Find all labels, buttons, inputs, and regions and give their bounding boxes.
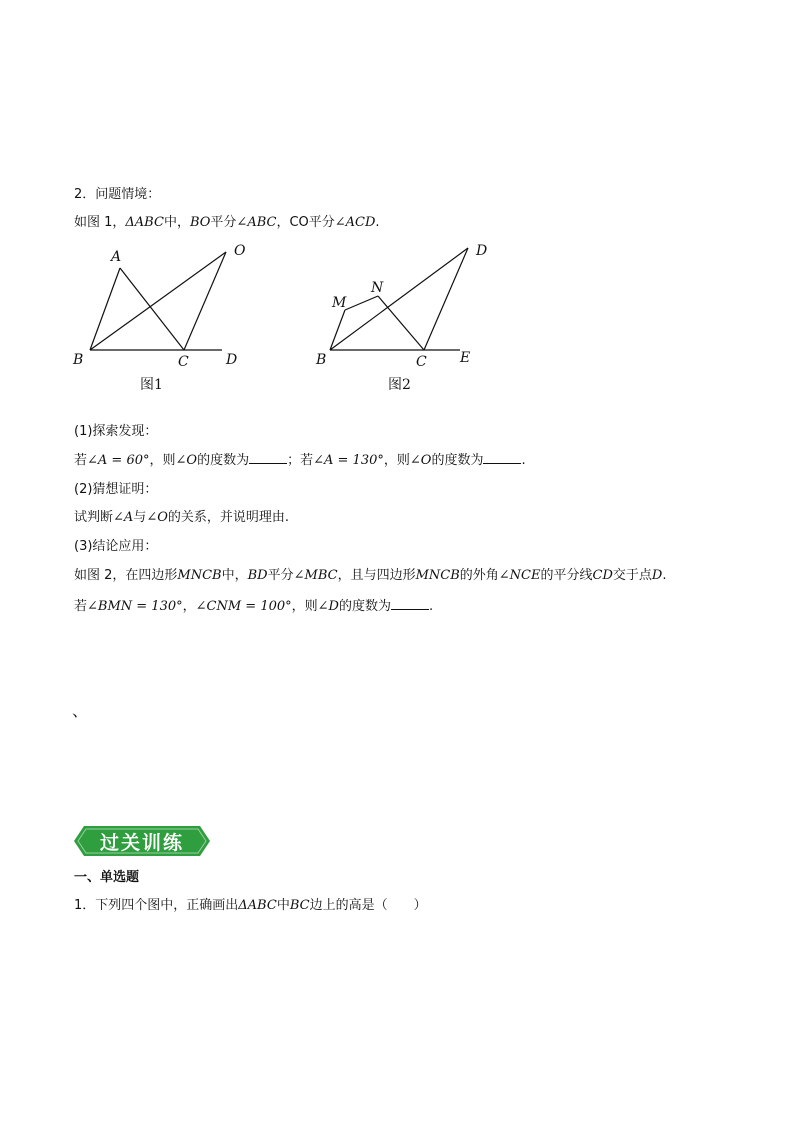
p3-text-l2g: 的度数为 bbox=[338, 599, 391, 614]
p3-text-m: 交于点 bbox=[612, 568, 652, 583]
intro-text-3: 平分 bbox=[210, 215, 237, 230]
part-1-title: (1)探索发现： bbox=[74, 424, 158, 439]
p3-text-g: ，且与四边形 bbox=[337, 568, 416, 583]
p2-angle-a: ∠A bbox=[113, 510, 134, 525]
segment-ba bbox=[90, 268, 120, 350]
fig2-label-c: C bbox=[416, 354, 427, 370]
segment-nc bbox=[378, 296, 424, 350]
p1-text-a: 若 bbox=[74, 453, 88, 468]
fig1-label-a: A bbox=[111, 249, 122, 265]
p3-cd: CD bbox=[592, 568, 613, 583]
intro-text-5: . bbox=[375, 215, 380, 230]
p1-angle-a-60: ∠A = 60° bbox=[87, 453, 150, 468]
part-2-title: (2)猜想证明： bbox=[74, 482, 158, 497]
answer-blank-3[interactable] bbox=[391, 597, 429, 610]
p1-text-f: ；若 bbox=[287, 453, 314, 468]
figure-1-caption: 图1 bbox=[140, 377, 163, 393]
segment-cd bbox=[424, 248, 468, 350]
q1-triangle: ΔABC bbox=[238, 898, 277, 913]
p3-text-i: 的外角 bbox=[459, 568, 499, 583]
fig2-label-n: N bbox=[371, 280, 384, 296]
intro-text-1: 如图 1， bbox=[74, 215, 126, 230]
p1-angle-o: ∠O bbox=[175, 453, 198, 468]
q1-text-a: 1．下列四个图中，正确画出 bbox=[74, 898, 239, 913]
part-3-line-2 bbox=[74, 597, 433, 616]
q1-text-c: 中 bbox=[276, 898, 290, 913]
fig2-label-b: B bbox=[316, 352, 327, 368]
p3-angle-d: ∠D bbox=[317, 599, 339, 614]
problem-2-intro bbox=[74, 214, 380, 232]
answer-blank-1[interactable] bbox=[249, 451, 287, 464]
q1-bc: BC bbox=[289, 898, 310, 913]
p2-angle-o: ∠O bbox=[146, 510, 168, 525]
segment-bd bbox=[330, 248, 468, 350]
banner-label: 过关训练 bbox=[99, 831, 184, 854]
p3-text-o: . bbox=[662, 568, 667, 583]
segment-ac bbox=[120, 268, 184, 350]
p3-text-l2c: ， bbox=[182, 599, 196, 614]
p2-text-c: 与 bbox=[133, 510, 147, 525]
p3-text-e: 平分 bbox=[267, 568, 294, 583]
question-1 bbox=[74, 897, 427, 915]
fig1-label-b: B bbox=[73, 352, 84, 368]
intro-text-2: 中， bbox=[163, 215, 190, 230]
p3-angle-nce: ∠NCE bbox=[498, 568, 541, 583]
answer-blank-2[interactable] bbox=[483, 451, 521, 464]
intro-triangle: ΔABC bbox=[125, 215, 164, 230]
p1-angle-a-130: ∠A = 130° bbox=[313, 453, 384, 468]
p1-angle-o-2: ∠O bbox=[409, 453, 432, 468]
fig1-label-o: O bbox=[234, 243, 246, 259]
p1-text-h: ，则 bbox=[383, 453, 410, 468]
p1-text-j: 的度数为 bbox=[431, 453, 484, 468]
p2-text-e: 的关系，并说明理由. bbox=[167, 510, 290, 525]
p3-bd: BD bbox=[247, 568, 268, 583]
fig1-label-d: D bbox=[226, 352, 238, 368]
p3-quad-mncb: MNCB bbox=[177, 568, 222, 583]
p1-text-k: . bbox=[521, 453, 526, 468]
p3-point-d: D bbox=[651, 568, 663, 583]
p3-text-l2h: . bbox=[429, 599, 434, 614]
p1-text-e: 的度数为 bbox=[197, 453, 250, 468]
p3-text-k: 的平分线 bbox=[540, 568, 593, 583]
part-2-question bbox=[74, 509, 289, 527]
fig2-label-e: E bbox=[460, 350, 471, 366]
part-1-question bbox=[74, 451, 526, 470]
p3-text-a: 如图 2，在四边形 bbox=[74, 568, 178, 583]
intro-angle-acd: ∠ACD bbox=[334, 215, 376, 230]
figure-2 bbox=[310, 238, 510, 378]
fig2-label-d: D bbox=[476, 243, 488, 259]
p3-angle-bmn: ∠BMN = 130° bbox=[87, 599, 183, 614]
p3-angle-cnm: ∠CNM = 100° bbox=[195, 599, 292, 614]
stray-mark: 、 bbox=[72, 701, 89, 720]
q1-text-e: 边上的高是（ ） bbox=[309, 898, 427, 913]
figure-1 bbox=[60, 238, 280, 378]
problem-2-number: 2．问题情境： bbox=[74, 187, 161, 202]
p1-text-c: ，则 bbox=[149, 453, 176, 468]
fig2-label-m: M bbox=[332, 295, 347, 311]
p3-quad-mncb-2: MNCB bbox=[415, 568, 460, 583]
p3-text-l2a: 若 bbox=[74, 599, 88, 614]
intro-text-4: ，CO平分 bbox=[276, 215, 335, 230]
p3-angle-mbc: ∠MBC bbox=[293, 568, 338, 583]
section-title: 一、单选题 bbox=[74, 870, 140, 885]
figure-2-caption: 图2 bbox=[388, 377, 411, 393]
intro-angle-abc: ∠ABC bbox=[236, 215, 277, 230]
p3-text-c: 中， bbox=[221, 568, 248, 583]
part-3-line-1 bbox=[74, 567, 666, 585]
p3-text-l2e: ，则 bbox=[291, 599, 318, 614]
segment-mn bbox=[345, 296, 378, 310]
fig1-label-c: C bbox=[178, 354, 189, 370]
intro-bo: BO bbox=[189, 215, 211, 230]
p2-text-a: 试判断 bbox=[74, 510, 114, 525]
part-3-title: (3)结论应用： bbox=[74, 539, 158, 554]
